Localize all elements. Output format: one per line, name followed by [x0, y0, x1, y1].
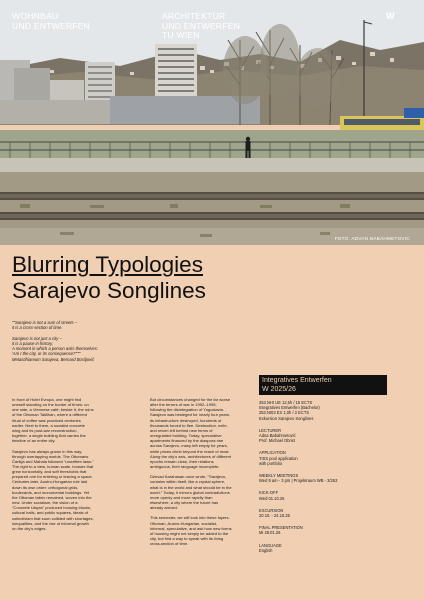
- body-column-2: [150, 397, 232, 552]
- header-left-line: WOHNBAU: [12, 11, 59, 21]
- info-excursion: [259, 508, 409, 518]
- info-line: TISS pool application: [259, 455, 298, 461]
- info-weekly-meetings: [259, 473, 409, 483]
- quote-attribution: Metastihiareum Sarajeva, Bernard Bosiljović: [12, 356, 95, 362]
- header-mid-text: [162, 12, 240, 41]
- info-lecturer: [259, 428, 409, 444]
- course-info: [259, 400, 409, 560]
- quote-line: it is a pause in history.: [12, 340, 54, 346]
- info-line: Integratives Entwerfen (Bachelor): [259, 405, 320, 411]
- quote-line: 'Am I the city, or its consequence?'""": [12, 351, 81, 357]
- epigraph-quote: [12, 320, 212, 367]
- header-mid-line: TU WIEN: [162, 30, 200, 41]
- info-language: [259, 543, 409, 553]
- page-title: Blurring Typologies: [12, 252, 203, 277]
- info-line: Mi 28.01.26: [259, 530, 281, 536]
- info-line: Prof. Michael Obrist: [259, 438, 295, 444]
- header-mid-line: ARCHITEKTUR: [162, 11, 226, 21]
- cover-photo: [0, 0, 424, 245]
- info-line: Adna Babahmetović: [259, 433, 296, 439]
- info-line: 253.NHI UE 12,5h / 15 ECTS: [259, 400, 313, 405]
- body-column-1: [12, 397, 94, 536]
- body-paragraph: In front of Hotel Evropa, one might find oneself standing on the border of times: on one side, a Viennese café; beside it, the ruins of the Ottoman Tašlihan, where a different ritual of coffee was practiced centuries earlier. Next to them, a socialist concrete wing and its post-war reconstruction, together, a single building that carries the timeline of an entire city.: [12, 397, 94, 444]
- body-paragraph: This semester, we will look into these layers. Ottoman, Austro-Hungarian, socialist, informal, speculative, and ask how new forms of housing might not simply be added to the city, but find a way to speak with its living cross-section of time.: [150, 515, 232, 547]
- badge-line: Integratives Entwerfen: [262, 377, 332, 384]
- info-line: 253.NI03 EX 1,0h / 2 ECTS: [259, 410, 310, 416]
- info-line: Exkursion Sarajevo Songlines: [259, 415, 314, 421]
- body-paragraph: But circumstances changed for the far worse after the terrors of war in 1992–1995, following the disintegration of Yugoslavia. Sarajevo was besieged for nearly four years, its infrastructure destroyed, hundreds of thousands forced to flee. Destruction, exile, and return left behind new forms of unregulated building. Today, speculative apartments financed by the diaspora rise across Sarajevo, many left empty for years, while prices climb beyond the reach of most. Along the city's axis, architectures of different epochs remain close, their relations ambiguous, their language incomplete.: [150, 397, 232, 470]
- header-mid-line: UND ENTWERFEN: [162, 20, 241, 31]
- logo: W: [386, 11, 395, 21]
- course-codes: [259, 400, 409, 421]
- body-paragraph: Sarajevo has always grown in this way, through overlapping worlds. The Ottomans Čaršija and Mahala followed "unwritten laws." The right to a view, human scale, houses that grew horizontally, and soft thresholds that prepared one for entering or leaving a space. Centuries later, Austro-Hungarian rule laid down its own order: orthogonal grids, boulevards, and monumental buildings. Yet the Ottoman fabric remained, woven into the new. Under socialism, the vision of a "Concrete Utopia" produced housing blocks, cultural halls, and public squares, ideals of collectivism that soon collided with shortages, inequalities, and the rise of informal growth on the city's edges.: [12, 448, 94, 531]
- info-line: Wed 9 am - 3 pm | Projektraum WB - 3/253: [259, 478, 338, 484]
- quote-line: Sarajevo is not just a city –: [12, 335, 62, 341]
- info-line: with portfolio: [259, 460, 282, 466]
- info-application: [259, 450, 409, 466]
- quote-line: it is a cross-section of time.: [12, 325, 63, 331]
- header-left-line: UND ENTWERFEN: [12, 20, 91, 31]
- photo-credit: FOTO: ADVAN BABAHMETOVIC: [334, 236, 410, 241]
- course-badge: [259, 375, 387, 395]
- info-kick-off: [259, 490, 409, 500]
- page-subtitle: Sarajevo Songlines: [12, 278, 206, 303]
- header-left-text: [12, 12, 90, 31]
- quote-paragraph: [12, 320, 212, 331]
- quote-line: A moment in which a person asks themselves:: [12, 346, 98, 352]
- info-final-presentation: [259, 525, 409, 535]
- quote-paragraph: [12, 336, 212, 362]
- info-label: APPLICATION: [259, 450, 286, 456]
- info-label: LECTURER: [259, 427, 282, 433]
- info-line: Wed 01.10.25: [259, 495, 285, 501]
- info-label: LANGUAGE: [259, 542, 282, 548]
- info-label: FINAL PRESENTATION: [259, 525, 303, 531]
- info-line: 20.10. - 24.10.25: [259, 513, 290, 519]
- badge-line: W 2025/26: [262, 386, 296, 393]
- info-label: EXCURSION: [259, 507, 284, 513]
- info-label: KICK-OFF: [259, 490, 279, 496]
- quote-line: ""Sarajevo is not a sum of streets –: [12, 320, 78, 325]
- info-label: WEEKLY MEETINGS: [259, 473, 299, 479]
- info-line: English: [259, 547, 273, 553]
- body-paragraph: Dževad Karahasan once wrote, "Sarajevo, contains within itself, like a crystal sphere, what is in the world and what should be in the world." Today, it mirrors global contradictions more openly and more rapidly than elsewhere, a city where the future has already arrived.: [150, 474, 232, 511]
